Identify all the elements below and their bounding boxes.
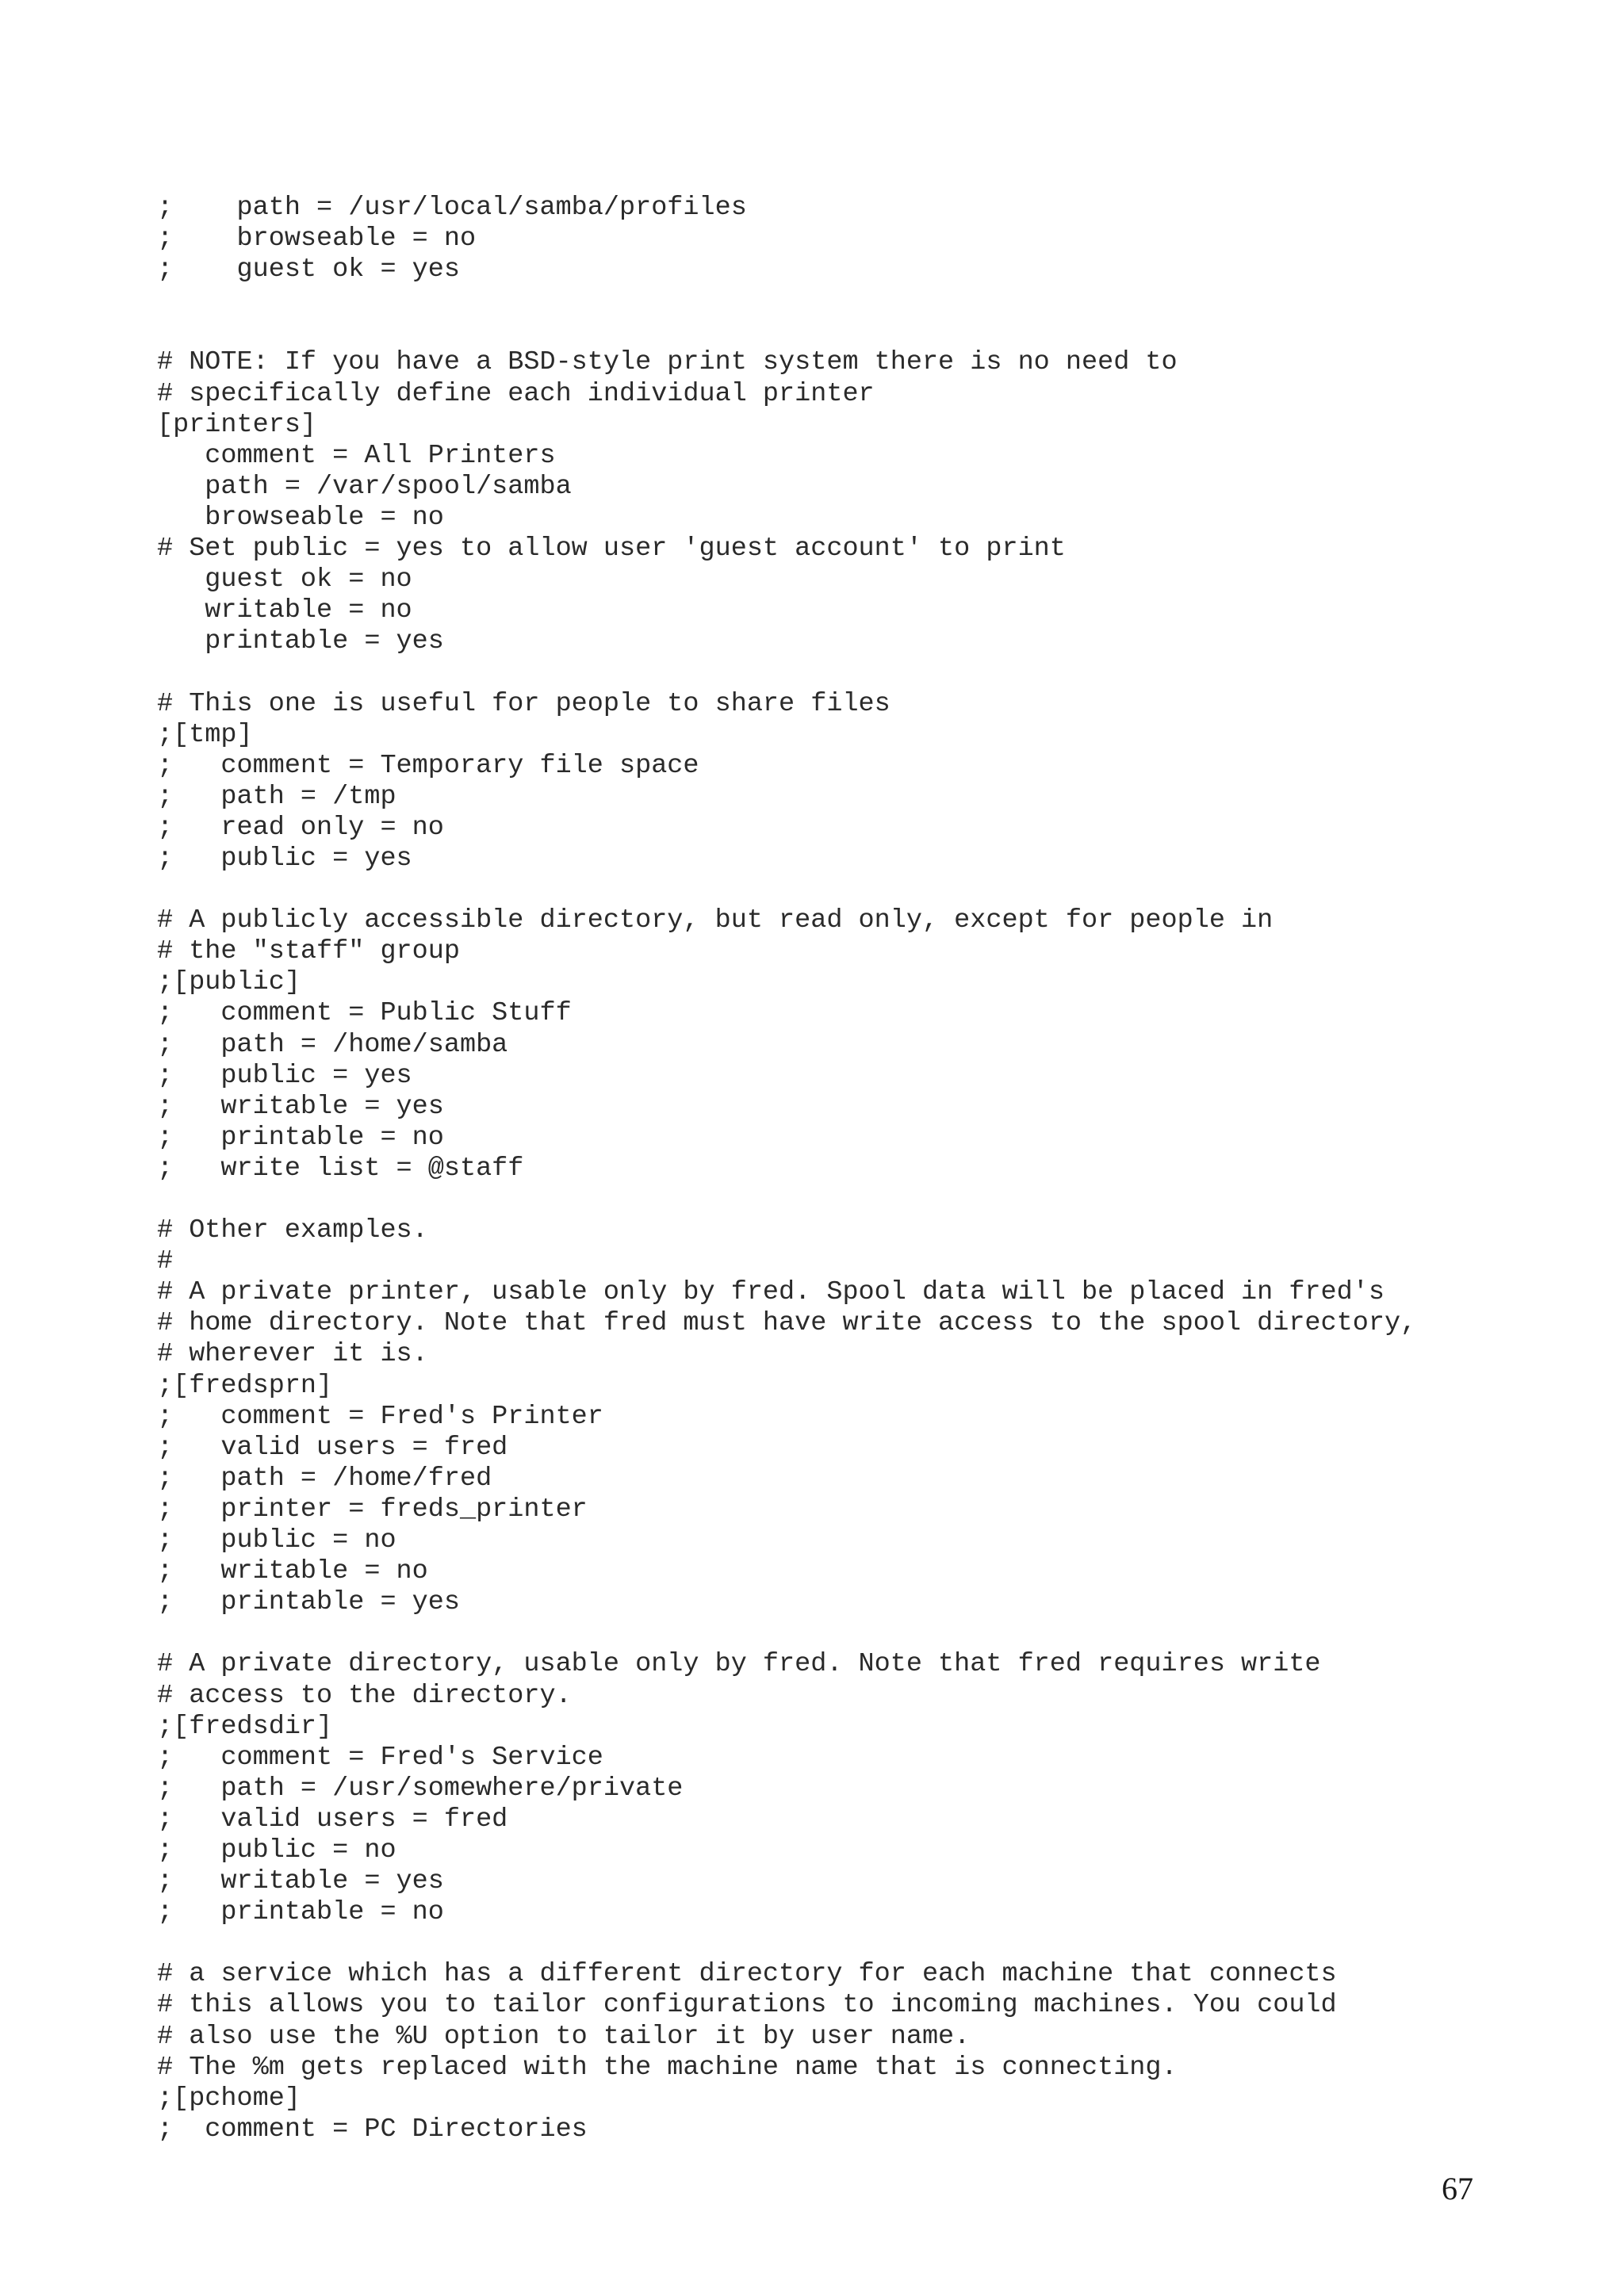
config-line: ; comment = Temporary file space (157, 750, 699, 781)
config-line: ; writable = yes (157, 1866, 444, 1897)
config-line: printable = yes (157, 626, 444, 657)
config-line: [printers] (157, 409, 317, 440)
config-line: ; writable = no (157, 1556, 428, 1587)
config-line: ; writable = yes (157, 1091, 444, 1122)
page-number: 67 (1442, 2171, 1473, 2206)
config-line (157, 316, 1416, 347)
config-line: # The %m gets replaced with the machine name that is connecting. (157, 2052, 1178, 2083)
config-line: comment = All Printers (157, 440, 556, 471)
config-line: # NOTE: If you have a BSD-style print system there is no need to (157, 347, 1178, 378)
config-line: ; comment = Public Stuff (157, 998, 572, 1029)
config-line: # (157, 1246, 174, 1277)
config-line: ; path = /home/fred (157, 1463, 492, 1494)
config-listing (157, 193, 1416, 2145)
config-line: # Other examples. (157, 1215, 428, 1246)
config-line: # specifically define each individual printer (157, 378, 875, 409)
config-line: ; public = no (157, 1525, 396, 1556)
config-line (157, 1928, 1416, 1959)
config-line (157, 285, 1416, 316)
config-line (157, 657, 1416, 688)
config-line: # A private directory, usable only by fred. Note that fred requires write (157, 1649, 1321, 1680)
config-line: ; path = /usr/somewhere/private (157, 1773, 684, 1804)
config-line: ; browseable = no (157, 224, 477, 254)
config-line (157, 1618, 1416, 1649)
config-line: # wherever it is. (157, 1339, 428, 1370)
config-line: ; public = yes (157, 843, 412, 874)
config-line: ; path = /home/samba (157, 1029, 508, 1060)
config-line: # the "staff" group (157, 936, 460, 967)
config-line: # Set public = yes to allow user 'guest account' to print (157, 534, 1066, 564)
config-line: ; path = /tmp (157, 781, 396, 812)
config-line: # A publicly accessible directory, but read only, except for people in (157, 905, 1274, 936)
config-line (157, 874, 1416, 905)
config-line: # this allows you to tailor configurations to incoming machines. You could (157, 1990, 1337, 2021)
config-line: ; printable = yes (157, 1587, 460, 1618)
config-line: ; public = yes (157, 1060, 412, 1091)
config-line: ; write list = @staff (157, 1153, 524, 1184)
config-line: # home directory. Note that fred must have write access to the spool directory, (157, 1308, 1417, 1339)
config-line: ;[tmp] (157, 719, 253, 750)
config-line (157, 1184, 1416, 1215)
config-line: ; valid users = fred (157, 1432, 508, 1463)
config-line: ; read only = no (157, 812, 444, 843)
config-line: # A private printer, usable only by fred. Spool data will be placed in fred's (157, 1277, 1385, 1308)
config-line: writable = no (157, 595, 412, 626)
config-line: ;[pchome] (157, 2083, 301, 2114)
config-line: # access to the directory. (157, 1680, 572, 1711)
config-line: ;[public] (157, 967, 301, 998)
config-line: ; public = no (157, 1835, 396, 1866)
config-line: ; path = /usr/local/samba/profiles (157, 193, 747, 223)
config-line: ; printable = no (157, 1122, 444, 1153)
config-line: browseable = no (157, 502, 444, 533)
config-line: ;[fredsprn] (157, 1370, 333, 1401)
config-line: ; valid users = fred (157, 1804, 508, 1835)
config-line: ; comment = Fred's Printer (157, 1401, 603, 1432)
config-line: # also use the %U option to tailor it by user name. (157, 2021, 971, 2052)
config-line: ; comment = PC Directories (157, 2114, 588, 2145)
config-line: ; comment = Fred's Service (157, 1742, 603, 1773)
config-line: ; guest ok = yes (157, 254, 460, 285)
config-line: # a service which has a different directory for each machine that connects (157, 1959, 1337, 1990)
config-line: guest ok = no (157, 564, 412, 595)
config-line: path = /var/spool/samba (157, 471, 572, 502)
config-line: ; printable = no (157, 1897, 444, 1928)
config-line: # This one is useful for people to share files (157, 688, 891, 719)
config-line: ;[fredsdir] (157, 1711, 333, 1742)
config-line: ; printer = freds_printer (157, 1494, 588, 1525)
